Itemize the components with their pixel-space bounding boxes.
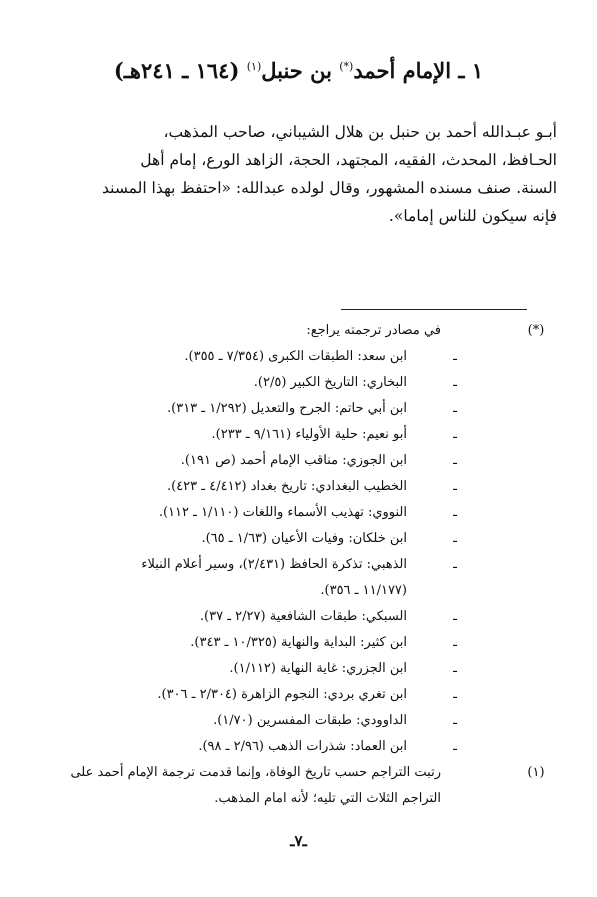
heading-title: ١ ـ الإمام أحمد — [353, 58, 484, 83]
source-text: النووي: تهذيب الأسماء واللغات (١/١١٠ ـ ١١٢). — [158, 505, 407, 520]
list-dash: ـ — [453, 479, 457, 494]
source-item-continuation — [40, 578, 557, 604]
source-text-continuation: (١١/١٧٧ ـ ٣٥٦). — [320, 583, 407, 598]
list-dash: ـ — [453, 635, 457, 650]
source-text: ابن خلكان: وفيات الأعيان (١/٦٣ ـ ٦٥). — [201, 531, 407, 546]
list-dash: ـ — [453, 349, 457, 364]
page-number: ـ٧ـ — [290, 832, 307, 850]
source-text: ابن الجوزي: مناقب الإمام أحمد (ص ١٩١). — [180, 453, 407, 468]
paragraph-line: فإنه سيكون للناس إماما». — [388, 207, 557, 225]
heading-footnote-ref: (١) — [246, 60, 262, 73]
list-dash: ـ — [453, 375, 457, 390]
biography-paragraph — [40, 118, 557, 230]
list-dash: ـ — [453, 661, 457, 676]
footnote-text: التراجم الثلاث التي تليه؛ لأنه امام المذهب. — [214, 791, 441, 806]
paragraph-line: السنة. صنف مسنده المشهور، وقال لولده عبدالله: «احتفظ بهذا المسند — [102, 179, 557, 197]
source-item — [40, 396, 557, 422]
source-item — [40, 344, 557, 370]
list-dash: ـ — [453, 531, 457, 546]
footnote-star-intro — [40, 318, 557, 344]
source-item — [40, 500, 557, 526]
list-dash: ـ — [453, 557, 457, 572]
list-dash: ـ — [453, 713, 457, 728]
footnote-text: في مصادر ترجمته يراجع: — [306, 323, 441, 338]
source-text: أبو نعيم: حلية الأولياء (٩/١٦١ ـ ٢٣٣). — [211, 427, 407, 442]
list-dash: ـ — [453, 401, 457, 416]
source-item — [40, 708, 557, 734]
list-dash: ـ — [453, 687, 457, 702]
source-text: البخاري: التاريخ الكبير (٢/٥). — [253, 375, 407, 390]
source-text: ابن العماد: شذرات الذهب (٢/٩٦ ـ ٩٨). — [198, 739, 407, 754]
source-item — [40, 474, 557, 500]
source-item — [40, 604, 557, 630]
heading-name: بن حنبل — [261, 58, 340, 83]
chapter-heading — [60, 58, 537, 83]
source-text: ابن سعد: الطبقات الكبرى (٧/٣٥٤ ـ ٣٥٥). — [184, 349, 407, 364]
footnote-marker: (١) — [527, 765, 545, 780]
list-dash: ـ — [453, 739, 457, 754]
source-item — [40, 422, 557, 448]
source-item — [40, 448, 557, 474]
footnote-marker: (*) — [527, 323, 545, 338]
source-text: ابن أبي حاتم: الجرح والتعديل (١/٢٩٢ ـ ٣١٣). — [167, 401, 407, 416]
heading-star-ref: (*) — [339, 60, 354, 73]
footnote-text: رتبت التراجم حسب تاريخ الوفاة، وإنما قدمت ترجمة الإمام أحمد على — [70, 765, 441, 780]
source-item — [40, 656, 557, 682]
footnote-1-continuation — [40, 786, 557, 812]
source-text: ابن كثير: البداية والنهاية (١٠/٣٢٥ ـ ٣٤٣). — [190, 635, 407, 650]
heading-dates: (١٦٤ ـ ٢٤١هـ) — [113, 58, 247, 83]
source-text: الخطيب البغدادي: تاريخ بغداد (٤/٤١٢ ـ ٤٢٣). — [166, 479, 407, 494]
source-item — [40, 370, 557, 396]
source-item — [40, 526, 557, 552]
source-text: الذهبي: تذكرة الحافظ (٢/٤٣١)، وسير أعلام النبلاء — [141, 557, 407, 572]
source-item — [40, 734, 557, 760]
footnotes — [40, 318, 557, 812]
footnote-separator — [341, 309, 527, 310]
source-text: ابن تغري بردي: النجوم الزاهرة (٢/٣٠٤ ـ ٣٠٦). — [157, 687, 407, 702]
source-text: السبكي: طبقات الشافعية (٢/٢٧ ـ ٣٧). — [199, 609, 407, 624]
list-dash: ـ — [453, 453, 457, 468]
source-item — [40, 682, 557, 708]
list-dash: ـ — [453, 505, 457, 520]
paragraph-line: أبـو عبـدالله أحمد بن حنبل بن هلال الشيباني، صاحب المذهب، — [163, 123, 557, 141]
source-item — [40, 630, 557, 656]
source-text: الداوودي: طبقات المفسرين (١/٧٠). — [213, 713, 407, 728]
source-text: ابن الجزري: غاية النهاية (١/١١٢). — [229, 661, 407, 676]
paragraph-line: الحـافظ، المحدث، الفقيه، المجتهد، الحجة، الزاهد الورع، إمام أهل — [140, 151, 557, 169]
source-item — [40, 552, 557, 578]
list-dash: ـ — [453, 427, 457, 442]
list-dash: ـ — [453, 609, 457, 624]
footnote-1 — [40, 760, 557, 786]
